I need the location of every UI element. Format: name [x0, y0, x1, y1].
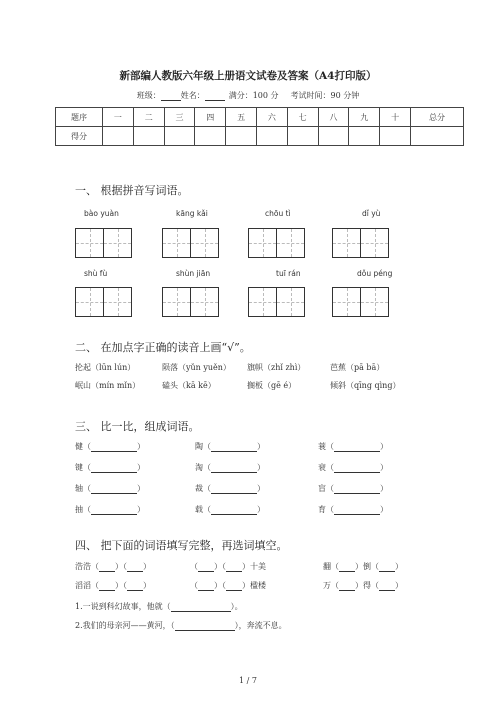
fill-question-2: 2.我们的母亲河——黄河，（ ），奔流不息。	[75, 621, 287, 630]
score-cell[interactable]	[349, 127, 380, 146]
score-cell[interactable]	[287, 127, 318, 146]
section-4-title: 四、 把下面的词语填写完整，再选词填空。	[75, 539, 288, 552]
page-number: 1 / 7	[239, 676, 257, 685]
answer-blank[interactable]	[334, 464, 380, 473]
section-1-title: 一、 根据拼音写词语。	[75, 184, 189, 197]
answer-blank[interactable]	[339, 563, 355, 572]
score-cell[interactable]	[195, 127, 226, 146]
answer-blank[interactable]	[226, 582, 242, 591]
answer-blank[interactable]	[175, 622, 235, 631]
header-cell: 总分	[411, 108, 464, 127]
reading-item[interactable]: 搁板（gē é）	[247, 381, 297, 390]
header-cell: 四	[195, 108, 226, 127]
reading-item[interactable]: 倾斜（qīng qìng）	[330, 381, 401, 390]
header-cell: 题序	[56, 108, 103, 127]
header-cell: 七	[287, 108, 318, 127]
answer-blank[interactable]	[211, 443, 257, 452]
compare-item: 陶（ ）	[195, 442, 265, 451]
writing-grid[interactable]	[332, 228, 389, 258]
compare-item: 健（ ）	[75, 442, 145, 451]
compare-item: 载（ ）	[195, 505, 265, 514]
writing-grid[interactable]	[75, 228, 132, 258]
answer-blank[interactable]	[211, 485, 257, 494]
header-cell: 六	[256, 108, 287, 127]
answer-blank[interactable]	[334, 506, 380, 515]
reading-item[interactable]: 抡起（lūn lún）	[75, 363, 136, 372]
answer-blank[interactable]	[99, 582, 115, 591]
answer-blank[interactable]	[127, 582, 143, 591]
compare-item: 育（ ）	[318, 505, 388, 514]
compare-item: 键（ ）	[75, 463, 145, 472]
pinyin: dǐ yù	[362, 209, 381, 218]
header-cell: 一	[103, 108, 134, 127]
answer-blank[interactable]	[379, 582, 395, 591]
exam-info	[0, 90, 496, 101]
answer-blank[interactable]	[379, 563, 395, 572]
answer-blank[interactable]	[226, 563, 242, 572]
answer-blank[interactable]	[198, 582, 214, 591]
full-score: 满分：100 分	[228, 91, 279, 100]
answer-blank[interactable]	[334, 443, 380, 452]
score-cell[interactable]	[256, 127, 287, 146]
class-label: 班级：	[136, 91, 161, 100]
reading-item[interactable]: 岷山（mín mǐn）	[75, 381, 141, 390]
row-label: 得分	[56, 127, 103, 146]
answer-blank[interactable]	[334, 485, 380, 494]
score-cell[interactable]	[411, 127, 464, 146]
score-cell[interactable]	[380, 127, 411, 146]
answer-blank[interactable]	[91, 443, 137, 452]
name-label: 姓名：	[180, 91, 205, 100]
answer-blank[interactable]	[99, 563, 115, 572]
answer-blank[interactable]	[339, 582, 355, 591]
answer-blank[interactable]	[127, 563, 143, 572]
writing-grid[interactable]	[248, 287, 305, 317]
header-cell: 九	[349, 108, 380, 127]
writing-grid[interactable]	[332, 287, 389, 317]
reading-item[interactable]: 陨落（yǔn yuěn）	[162, 363, 231, 372]
pinyin: dǒu péng	[357, 269, 393, 278]
score-cell[interactable]	[103, 127, 134, 146]
writing-grid[interactable]	[75, 287, 132, 317]
answer-blank[interactable]	[211, 506, 257, 515]
score-cell[interactable]	[133, 127, 164, 146]
fill-question-1: 1.一说到科幻故事，他就（ ）。	[75, 602, 243, 611]
idiom-row: （ ）（ ）十美	[190, 562, 266, 571]
exam-time: 考试时间：90 分钟	[290, 91, 360, 100]
name-blank	[205, 91, 225, 101]
score-cell[interactable]	[164, 127, 195, 146]
answer-blank[interactable]	[91, 506, 137, 515]
pinyin: bào yuàn	[84, 209, 119, 218]
pinyin: kāng kǎi	[176, 209, 208, 218]
idiom-row: 翻（ ）倒（ ）	[323, 562, 403, 571]
pinyin: shùn jiān	[176, 269, 211, 278]
score-table-header	[56, 108, 464, 127]
compare-item: 衰（ ）	[318, 463, 388, 472]
writing-grid[interactable]	[162, 228, 219, 258]
reading-item[interactable]: 芭蕉（pā bā）	[330, 363, 385, 372]
compare-item: 淘（ ）	[195, 463, 265, 472]
compare-item: 蓑（ ）	[318, 442, 388, 451]
header-cell: 十	[380, 108, 411, 127]
score-cell[interactable]	[318, 127, 349, 146]
section-3-title: 三、 比一比，组成词语。	[75, 420, 200, 433]
idiom-row: 万（ ）得（ ）	[323, 581, 403, 590]
class-blank	[161, 91, 181, 101]
compare-item: 裁（ ）	[195, 484, 265, 493]
compare-item: 抽（ ）	[75, 505, 145, 514]
pinyin: tuī rán	[276, 269, 301, 278]
idiom-row: （ ）（ ）楹楼	[190, 581, 266, 590]
compare-item: 轴（ ）	[75, 484, 145, 493]
answer-blank[interactable]	[171, 603, 231, 612]
score-cell[interactable]	[226, 127, 257, 146]
reading-item[interactable]: 旗帜（zhǐ zhì）	[247, 363, 306, 372]
header-cell: 三	[164, 108, 195, 127]
pinyin: shù fù	[84, 269, 108, 278]
idiom-row: 浩浩（ ）（ ）	[75, 562, 151, 571]
answer-blank[interactable]	[91, 464, 137, 473]
header-cell: 二	[133, 108, 164, 127]
answer-blank[interactable]	[198, 563, 214, 572]
answer-blank[interactable]	[91, 485, 137, 494]
score-table-row	[56, 127, 464, 146]
answer-blank[interactable]	[211, 464, 257, 473]
pinyin: chōu tì	[265, 209, 291, 218]
score-table	[55, 107, 464, 146]
page-title: 新部编人教版六年级上册语文试卷及答案（A4打印版）	[119, 70, 377, 82]
compare-item: 盲（ ）	[318, 484, 388, 493]
idiom-row: 滔滔（ ）（ ）	[75, 581, 151, 590]
reading-item[interactable]: 磕头（kā kē）	[162, 381, 216, 390]
writing-grid[interactable]	[248, 228, 305, 258]
header-cell: 五	[226, 108, 257, 127]
header-cell: 八	[318, 108, 349, 127]
section-2-title: 二、 在加点字正确的读音上画“√”。	[75, 341, 251, 354]
writing-grid[interactable]	[162, 287, 219, 317]
